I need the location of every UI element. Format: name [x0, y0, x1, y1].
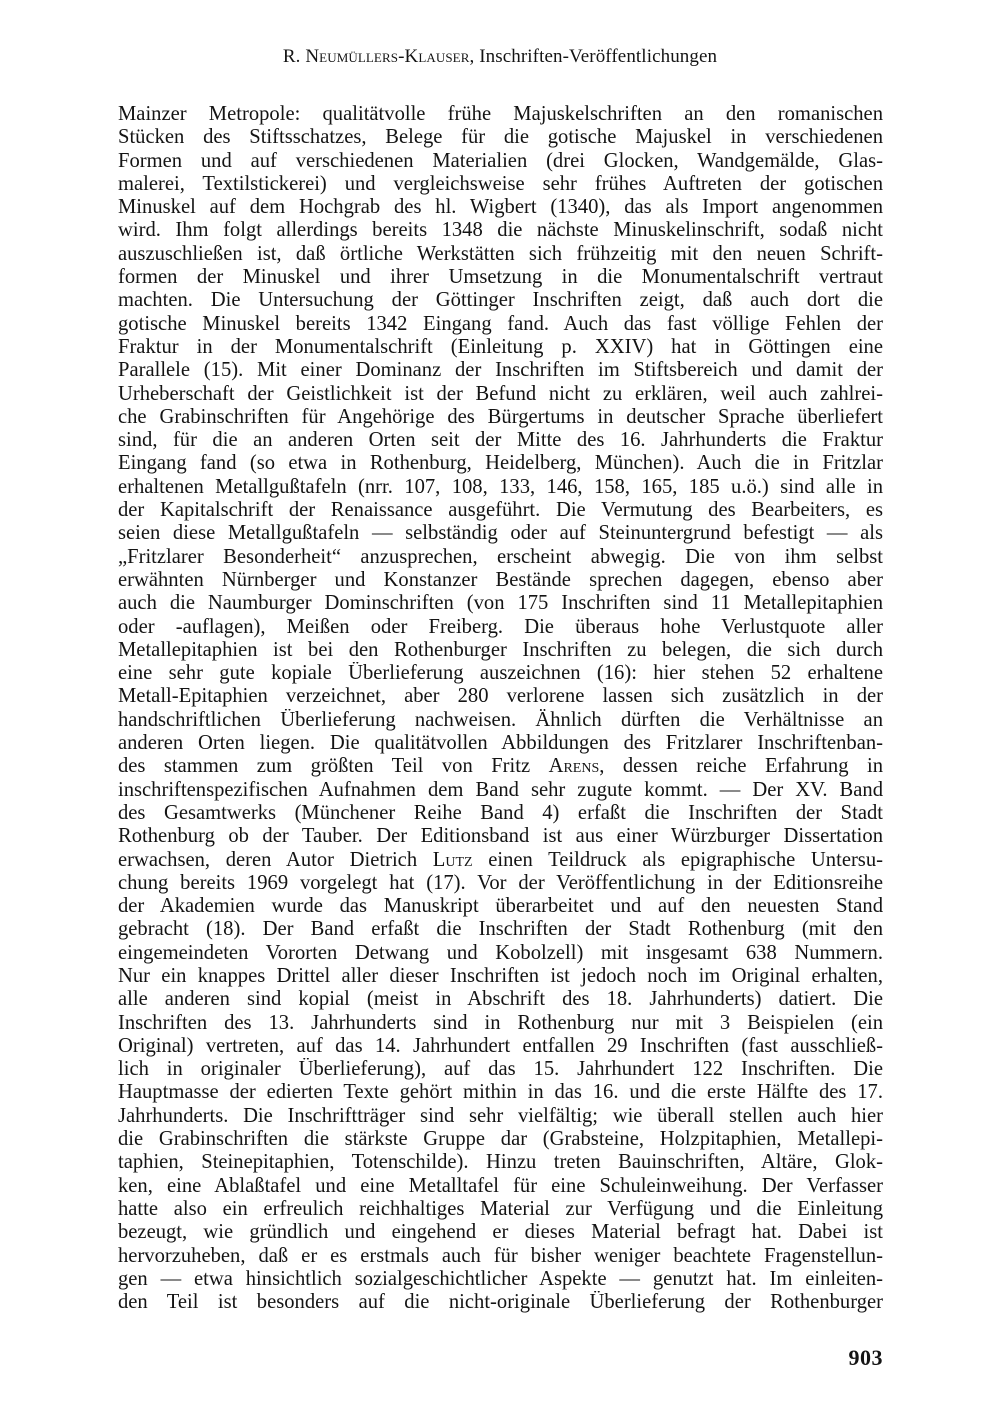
text-line: chung bereits 1969 vorgelegt hat (17). Vor der Veröffentlichung in der Editionsreihe [118, 871, 883, 894]
text-line: lich in originaler Überlieferung), auf das 15. Jahrhundert 122 Inschriften. Die [118, 1058, 883, 1081]
text-line: alle anderen sind kopial (meist in Abschrift des 18. Jahrhunderts) datiert. Die [118, 988, 883, 1011]
text-line: Minuskel auf dem Hochgrab des hl. Wigbert (1340), das als Import angenommen [118, 196, 883, 219]
text-line: Stücken des Stiftsschatzes, Belege für die gotische Majuskel in verschiedenen [118, 126, 883, 149]
text-line: den Teil ist besonders auf die nicht-originale Überlieferung der Rothenburger [118, 1291, 883, 1314]
text-line: erwähnten Nürnberger und Konstanzer Bestände sprechen dagegen, ebenso aber [118, 568, 883, 591]
small-caps-name: Arens [548, 755, 600, 778]
text-line: des stammen zum größten Teil von Fritz Arens, dessen reiche Erfahrung in [118, 755, 883, 778]
text-line: Jahrhunderts. Die Inschriftträger sind sehr vielfältig; wie überall stellen auch hier [118, 1104, 883, 1127]
text-line: des Gesamtwerks (Münchener Reihe Band 4) erfaßt die Inschriften der Stadt [118, 801, 883, 824]
text-line: hatte also ein erfreulich reichhaltiges Material zur Verfügung und die Einleitung [118, 1197, 883, 1220]
text-line: taphien, Steinepitaphien, Totenschilde). Hinzu treten Bauinschriften, Altäre, Glok- [118, 1151, 883, 1174]
text-line: „Fritzlarer Besonderheit“ anzusprechen, erscheint abwegig. Die von ihm selbst [118, 545, 883, 568]
text-line: che Grabinschriften für Angehörige des Bürgertums in deutscher Sprache überliefert [118, 405, 883, 428]
text-line: hervorzuheben, daß er es erstmals auch für bisher weniger beachtete Fragenstellun- [118, 1244, 883, 1267]
text-line: auch die Naumburger Dominschriften (von 175 Inschriften sind 11 Metallepitaphien [118, 592, 883, 615]
text-line: Rothenburg ob der Tauber. Der Editionsband ist aus einer Würzburger Dissertation [118, 825, 883, 848]
text-line: Formen und auf verschiedenen Materialien (drei Glocken, Wandgemälde, Glas- [118, 149, 883, 172]
text-line: Nur ein knappes Drittel aller dieser Inschriften ist jedoch noch im Original erhalten, [118, 964, 883, 987]
text-line: erhaltenen Metallgußtafeln (nrr. 107, 108, 133, 146, 158, 165, 185 u.ö.) sind alle in [118, 475, 883, 498]
text-line: seien diese Metallgußtafeln — selbständig oder auf Steinuntergrund befestigt — als [118, 522, 883, 545]
text-line: die Grabinschriften die stärkste Gruppe dar (Grabsteine, Holzpitaphien, Metallepi- [118, 1128, 883, 1151]
text-line: gen — etwa hinsichtlich sozialgeschichtlicher Aspekte — genutzt hat. Im einleiten- [118, 1267, 883, 1290]
text-line: machten. Die Untersuchung der Göttinger Inschriften zeigt, daß auch dort die [118, 289, 883, 312]
text-line: Fraktur in der Monumentalschrift (Einleitung p. XXIV) hat in Göttingen eine [118, 335, 883, 358]
body-text [118, 103, 883, 1314]
text-line: oder -auflagen), Meißen oder Freiberg. Die überaus hohe Verlustquote aller [118, 615, 883, 638]
small-caps-name: Lutz [432, 848, 473, 871]
running-head-title: Inschriften-Veröffentlichungen [479, 46, 718, 67]
text-line: eine sehr gute kopiale Überlieferung auszeichnen (16): hier stehen 52 erhaltene [118, 662, 883, 685]
text-line: auszuschließen ist, daß örtliche Werkstätten sich frühzeitig mit den neuen Schrift- [118, 242, 883, 265]
text-line: wird. Ihm folgt allerdings bereits 1348 die nächste Minuskelinschrift, sodaß nicht [118, 219, 883, 242]
text-line: Parallele (15). Mit einer Dominanz der Inschriften im Stiftsbereich und damit der [118, 359, 883, 382]
text-line: Urheberschaft der Geistlichkeit ist der Befund nicht zu erklären, weil auch zahlrei- [118, 382, 883, 405]
text-line: malerei, Textilstickerei) und vergleichsweise sehr frühes Auftreten der gotischen [118, 172, 883, 195]
running-head [120, 46, 880, 68]
text-line: sind, für die an anderen Orten seit der Mitte des 16. Jahrhunderts die Fraktur [118, 429, 883, 452]
text-line: anderen Orten liegen. Die qualitätvollen Abbildungen des Fritzlarer Inschriftenban- [118, 732, 883, 755]
text-line: handschriftlichen Überlieferung nachweisen. Ähnlich dürften die Verhältnisse an [118, 708, 883, 731]
text-line: der Kapitalschrift der Renaissance ausgeführt. Die Vermutung des Bearbeiters, es [118, 499, 883, 522]
page-number: 903 [848, 1345, 883, 1370]
text-line: gotische Minuskel bereits 1342 Eingang fand. Auch das fast völlige Fehlen der [118, 312, 883, 335]
text-line: Original) vertreten, auf das 14. Jahrhundert entfallen 29 Inschriften (fast ausschließ- [118, 1034, 883, 1057]
text-line: Metall-Epitaphien verzeichnet, aber 280 verlorene lassen sich zusätzlich in der [118, 685, 883, 708]
text-line: erwachsen, deren Autor Dietrich Lutz einen Teildruck als epigraphische Untersu- [118, 848, 883, 871]
text-line: ken, eine Ablaßtafel und eine Metalltafel für eine Schuleinweihung. Der Verfasser [118, 1174, 883, 1197]
text-line: inschriftenspezifischen Aufnahmen dem Band sehr zugute kommt. — Der XV. Band [118, 778, 883, 801]
running-head-author-name: Neumüllers-Klauser, [305, 46, 475, 67]
running-head-author-initial: R. [282, 46, 301, 67]
text-line: Eingang fand (so etwa in Rothenburg, Heidelberg, München). Auch die in Fritzlar [118, 452, 883, 475]
text-line: Hauptmasse der edierten Texte gehört mithin in das 16. und die erste Hälfte des 17. [118, 1081, 883, 1104]
text-line: der Akademien wurde das Manuskript überarbeitet und auf den neuesten Stand [118, 895, 883, 918]
text-line: gebracht (18). Der Band erfaßt die Inschriften der Stadt Rothenburg (mit den [118, 918, 883, 941]
text-line: Inschriften des 13. Jahrhunderts sind in Rothenburg nur mit 3 Beispielen (ein [118, 1011, 883, 1034]
text-line: Mainzer Metropole: qualitätvolle frühe Majuskelschriften an den romanischen [118, 103, 883, 125]
text-line: formen der Minuskel und ihrer Umsetzung in die Monumentalschrift vertraut [118, 266, 883, 289]
text-line: eingemeindeten Vororten Detwang und Kobolzell) mit insgesamt 638 Nummern. [118, 941, 883, 964]
text-line: Metallepitaphien ist bei den Rothenburger Inschriften zu belegen, die sich durch [118, 638, 883, 661]
text-line: bezeugt, wie gründlich und eingehend er dieses Material befragt hat. Dabei ist [118, 1221, 883, 1244]
